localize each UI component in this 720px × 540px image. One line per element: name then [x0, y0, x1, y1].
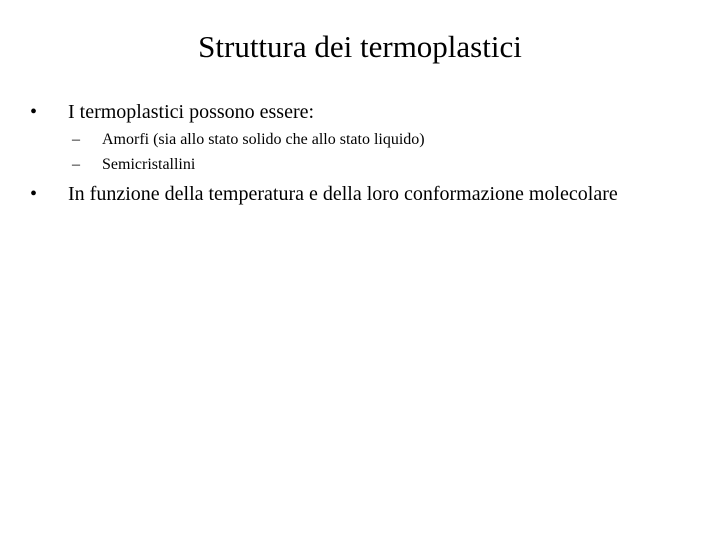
bullet-text: In funzione della temperatura e della loro conformazione molecolare	[68, 183, 618, 205]
bullet-item-2	[30, 182, 618, 206]
bullet-marker: •	[30, 101, 38, 123]
sub-bullet-marker: –	[72, 156, 80, 173]
bullet-text: I termoplastici possono essere:	[68, 101, 315, 123]
sub-bullet-text: Amorfi (sia allo stato solido che allo stato liquido)	[102, 131, 425, 148]
slide-title: Struttura dei termoplastici	[198, 29, 522, 64]
bullet-marker: •	[30, 183, 38, 205]
sub-bullet-text: Semicristallini	[102, 156, 196, 173]
sub-bullet-marker: –	[72, 131, 80, 148]
sub-bullet-item-2	[72, 155, 195, 175]
sub-bullet-item-1	[72, 130, 425, 150]
bullet-item-1	[30, 100, 314, 124]
